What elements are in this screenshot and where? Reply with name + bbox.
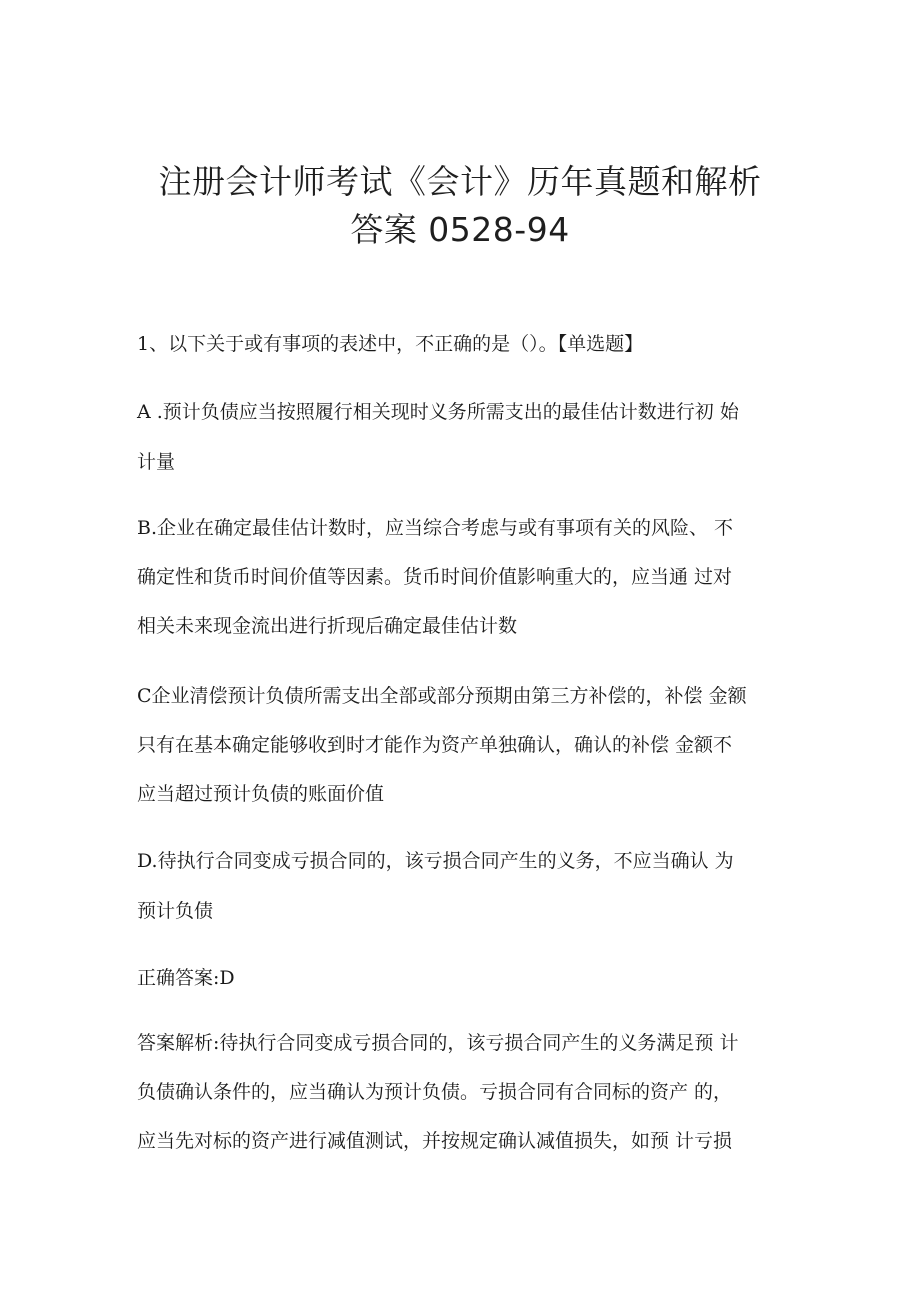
analysis-line-1: 答案解析:待执行合同变成亏损合同的，该亏损合同产生的义务满足预 计: [137, 1032, 739, 1054]
option-c-line-3: 应当超过预计负债的账面价值: [137, 783, 385, 805]
option-b-line-3: 相关未来现金流出进行折现后确定最佳估计数: [137, 615, 518, 637]
option-d: [137, 845, 787, 928]
option-b-line-1: B.企业在确定最佳估计数时，应当综合考虑与或有事项有关的风险、 不: [137, 517, 734, 539]
option-b: [137, 512, 787, 643]
option-c-line-2: 只有在基本确定能够收到时才能作为资产单独确认，确认的补偿 金额不: [137, 734, 733, 756]
question-stem-text: 1、以下关于或有事项的表述中，不正确的是（）。【单选题】: [137, 333, 644, 355]
answer-analysis: [137, 1027, 787, 1158]
analysis-line-2: 负债确认条件的，应当确认为预计负债。亏损合同有合同标的资产 的，: [137, 1081, 733, 1103]
page-title: [0, 158, 920, 254]
option-c-line-1: C企业清偿预计负债所需支出全部或部分预期由第三方补偿的，补偿 金额: [137, 685, 747, 707]
question-stem: [137, 328, 787, 361]
option-a-line-1: A .预计负债应当按照履行相关现时义务所需支出的最佳估计数进行初 始: [137, 401, 739, 423]
correct-answer-text: 正确答案:D: [137, 967, 235, 989]
option-b-line-2: 确定性和货币时间价值等因素。货币时间价值影响重大的，应当通 过对: [137, 566, 733, 588]
title-line-2: 答案 0528-94: [350, 210, 570, 249]
correct-answer: [137, 962, 787, 995]
option-d-line-2: 预计负债: [137, 900, 214, 922]
option-d-line-1: D.待执行合同变成亏损合同的，该亏损合同产生的义务，不应当确认 为: [137, 850, 734, 872]
analysis-line-3: 应当先对标的资产进行减值测试，并按规定确认减值损失，如预 计亏损: [137, 1130, 733, 1152]
option-c: [137, 680, 787, 811]
option-a: [137, 396, 787, 479]
title-line-1: 注册会计师考试《会计》历年真题和解析: [158, 162, 762, 201]
option-a-line-2: 计量: [137, 451, 176, 473]
